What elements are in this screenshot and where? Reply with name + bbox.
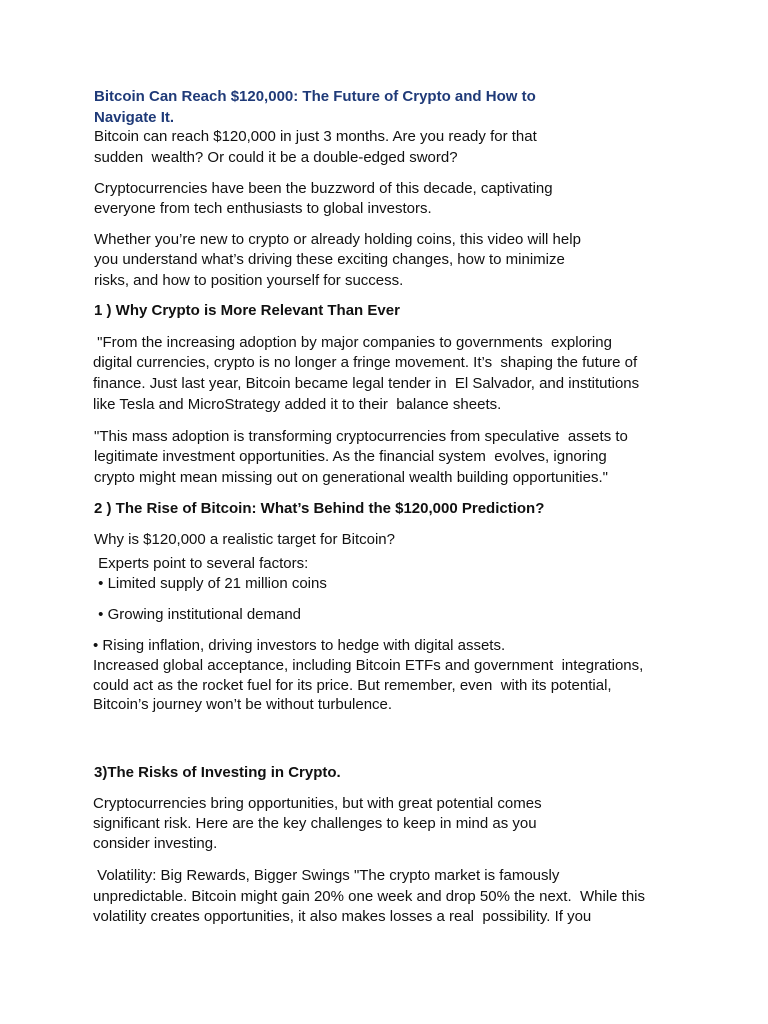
paragraph-3-line-4: Bitcoin’s journey won’t be without turbulence. bbox=[93, 696, 393, 713]
quote-1-line-4: like Tesla and MicroStrategy added it to their balance sheets. bbox=[93, 396, 502, 413]
paragraph-2-line-1: Whether you’re new to crypto or already holding coins, this video will help bbox=[94, 231, 581, 248]
experts-intro: Experts point to several factors: bbox=[94, 555, 309, 572]
quote-1-line-2: digital currencies, crypto is no longer a fringe movement. It’s shaping the future of bbox=[93, 354, 638, 371]
quote-2-line-1: "This mass adoption is transforming cryptocurrencies from speculative assets to bbox=[94, 428, 628, 445]
document-title-line-2: Navigate It. bbox=[94, 109, 175, 126]
section-heading-2: 2 ) The Rise of Bitcoin: What’s Behind the $120,000 Prediction? bbox=[94, 500, 545, 517]
paragraph-3-line-2: Increased global acceptance, including Bitcoin ETFs and government integrations, bbox=[93, 657, 644, 674]
quote-1-line-1: "From the increasing adoption by major companies to governments exploring bbox=[93, 334, 612, 351]
intro-line-1: Bitcoin can reach $120,000 in just 3 months. Are you ready for that bbox=[94, 128, 537, 145]
paragraph-2-line-3: risks, and how to position yourself for success. bbox=[94, 272, 404, 289]
document-title-line-1: Bitcoin Can Reach $120,000: The Future of Crypto and How to bbox=[94, 88, 536, 105]
paragraph-4-line-3: consider investing. bbox=[93, 835, 218, 852]
paragraph-4-line-1: Cryptocurrencies bring opportunities, but with great potential comes bbox=[93, 795, 542, 812]
paragraph-5-line-3: volatility creates opportunities, it also makes losses a real possibility. If you bbox=[93, 908, 592, 925]
paragraph-1-line-1: Cryptocurrencies have been the buzzword of this decade, captivating bbox=[94, 180, 553, 197]
why-question: Why is $120,000 a realistic target for Bitcoin? bbox=[94, 531, 395, 548]
paragraph-3-line-3: could act as the rocket fuel for its price. But remember, even with its potential, bbox=[93, 677, 612, 694]
paragraph-5-line-2: unpredictable. Bitcoin might gain 20% one week and drop 50% the next. While this bbox=[93, 888, 645, 905]
factor-bullet-1: • Limited supply of 21 million coins bbox=[94, 575, 327, 592]
quote-1-line-3: finance. Just last year, Bitcoin became legal tender in El Salvador, and institutions bbox=[93, 375, 640, 392]
factor-bullet-2: • Growing institutional demand bbox=[94, 606, 302, 623]
paragraph-1-line-2: everyone from tech enthusiasts to global investors. bbox=[94, 200, 432, 217]
paragraph-4-line-2: significant risk. Here are the key challenges to keep in mind as you bbox=[93, 815, 537, 832]
quote-2-line-3: crypto might mean missing out on generational wealth building opportunities." bbox=[94, 469, 608, 486]
intro-line-2: sudden wealth? Or could it be a double-edged sword? bbox=[94, 149, 458, 166]
quote-2-line-2: legitimate investment opportunities. As the financial system evolves, ignoring bbox=[94, 448, 607, 465]
paragraph-3-line-1: • Rising inflation, driving investors to hedge with digital assets. bbox=[93, 637, 506, 654]
section-heading-3: 3)The Risks of Investing in Crypto. bbox=[94, 764, 341, 781]
paragraph-5-line-1: Volatility: Big Rewards, Bigger Swings "The crypto market is famously bbox=[93, 867, 560, 884]
section-heading-1: 1 ) Why Crypto is More Relevant Than Ever bbox=[94, 302, 400, 319]
paragraph-2-line-2: you understand what’s driving these exciting changes, how to minimize bbox=[94, 251, 565, 268]
